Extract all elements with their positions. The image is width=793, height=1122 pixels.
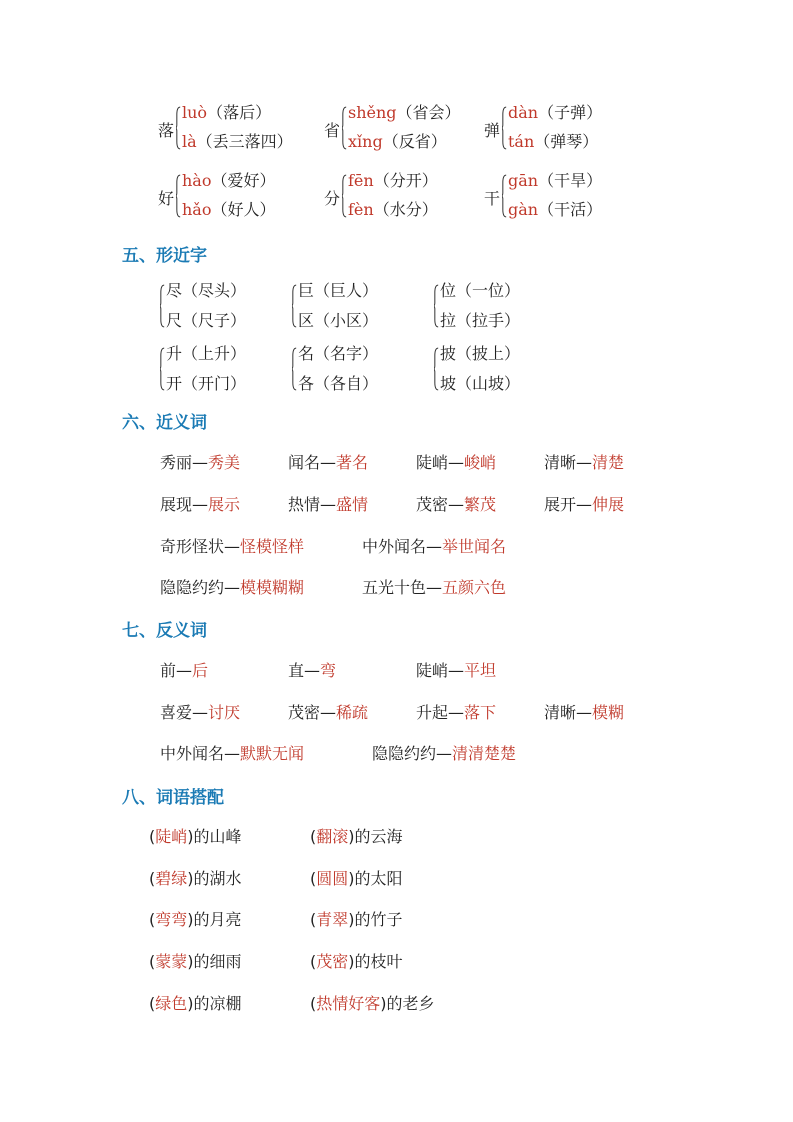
collocation-item: (圆圆)的太阳 (310, 869, 403, 888)
similar-char-item: 名（名字） (298, 344, 379, 363)
collocation-item: (翻滚)的云海 (310, 827, 403, 846)
poly-reading: dàn（子弹） (508, 103, 603, 122)
antonym-pair: 喜爱—讨厌 (160, 703, 241, 722)
antonym-pair: 隐隐约约—清清楚楚 (372, 744, 517, 763)
antonym-pair: 升起—落下 (416, 703, 497, 722)
brace-icon (502, 170, 507, 222)
poly-char: 省 (324, 121, 341, 140)
brace-icon (160, 280, 165, 332)
synonym-pair: 奇形怪状—怪模怪样 (160, 537, 305, 556)
poly-reading: fēn（分开） (348, 171, 438, 190)
poly-char: 落 (158, 121, 175, 140)
synonym-pair: 热情—盛情 (288, 495, 369, 514)
synonym-pair: 五光十色—五颜六色 (362, 578, 507, 597)
poly-reading: gān（干旱） (508, 171, 603, 190)
poly-char: 好 (158, 189, 175, 208)
poly-char: 弹 (484, 121, 501, 140)
section-heading-similar-chars: 五、形近字 (122, 246, 207, 266)
collocation-item: (绿色)的凉棚 (149, 994, 242, 1013)
synonym-pair: 清晰—清楚 (544, 453, 625, 472)
poly-reading: hǎo（好人） (182, 200, 276, 219)
poly-reading: xǐng（反省） (348, 132, 447, 151)
poly-reading: hào（爱好） (182, 171, 276, 190)
similar-char-item: 尽（尽头） (166, 281, 247, 300)
antonym-pair: 前—后 (160, 661, 209, 680)
brace-icon (342, 170, 347, 222)
brace-icon (434, 343, 439, 395)
synonym-pair: 茂密—繁茂 (416, 495, 497, 514)
similar-char-item: 各（各自） (298, 374, 379, 393)
section-heading-antonyms: 七、反义词 (122, 621, 207, 641)
poly-char: 干 (484, 189, 501, 208)
poly-reading: tán（弹琴） (508, 132, 599, 151)
collocation-item: (碧绿)的湖水 (149, 869, 242, 888)
antonym-pair: 中外闻名—默默无闻 (160, 744, 305, 763)
brace-icon (292, 280, 297, 332)
collocation-item: (青翠)的竹子 (310, 910, 403, 929)
brace-icon (292, 343, 297, 395)
collocation-item: (弯弯)的月亮 (149, 910, 242, 929)
antonym-pair: 清晰—模糊 (544, 703, 625, 722)
brace-icon (176, 170, 181, 222)
antonym-pair: 陡峭—平坦 (416, 661, 497, 680)
similar-char-item: 尺（尺子） (166, 311, 247, 330)
poly-reading: shěng（省会） (348, 103, 461, 122)
collocation-item: (热情好客)的老乡 (310, 994, 435, 1013)
synonym-pair: 中外闻名—举世闻名 (362, 537, 507, 556)
antonym-pair: 直—弯 (288, 661, 337, 680)
similar-char-item: 区（小区） (298, 311, 379, 330)
poly-reading: luò（落后） (182, 103, 272, 122)
brace-icon (434, 280, 439, 332)
similar-char-item: 开（开门） (166, 374, 247, 393)
collocation-item: (茂密)的枝叶 (310, 952, 403, 971)
poly-reading: là（丢三落四） (182, 132, 293, 151)
similar-char-item: 坡（山坡） (440, 374, 521, 393)
section-heading-synonyms: 六、近义词 (122, 413, 207, 433)
collocation-item: (蒙蒙)的细雨 (149, 952, 242, 971)
synonym-pair: 展现—展示 (160, 495, 241, 514)
collocation-item: (陡峭)的山峰 (149, 827, 242, 846)
similar-char-item: 位（一位） (440, 281, 521, 300)
synonym-pair: 闻名—著名 (288, 453, 369, 472)
poly-char: 分 (324, 189, 341, 208)
brace-icon (342, 102, 347, 154)
brace-icon (160, 343, 165, 395)
similar-char-item: 拉（拉手） (440, 311, 521, 330)
synonym-pair: 秀丽—秀美 (160, 453, 241, 472)
synonym-pair: 展开—伸展 (544, 495, 625, 514)
brace-icon (176, 102, 181, 154)
section-heading-collocations: 八、词语搭配 (122, 788, 224, 808)
poly-reading: fèn（水分） (348, 200, 438, 219)
similar-char-item: 巨（巨人） (298, 281, 379, 300)
similar-char-item: 披（披上） (440, 344, 521, 363)
antonym-pair: 茂密—稀疏 (288, 703, 369, 722)
synonym-pair: 陡峭—峻峭 (416, 453, 497, 472)
similar-char-item: 升（上升） (166, 344, 247, 363)
synonym-pair: 隐隐约约—模模糊糊 (160, 578, 305, 597)
brace-icon (502, 102, 507, 154)
poly-reading: gàn（干活） (508, 200, 603, 219)
